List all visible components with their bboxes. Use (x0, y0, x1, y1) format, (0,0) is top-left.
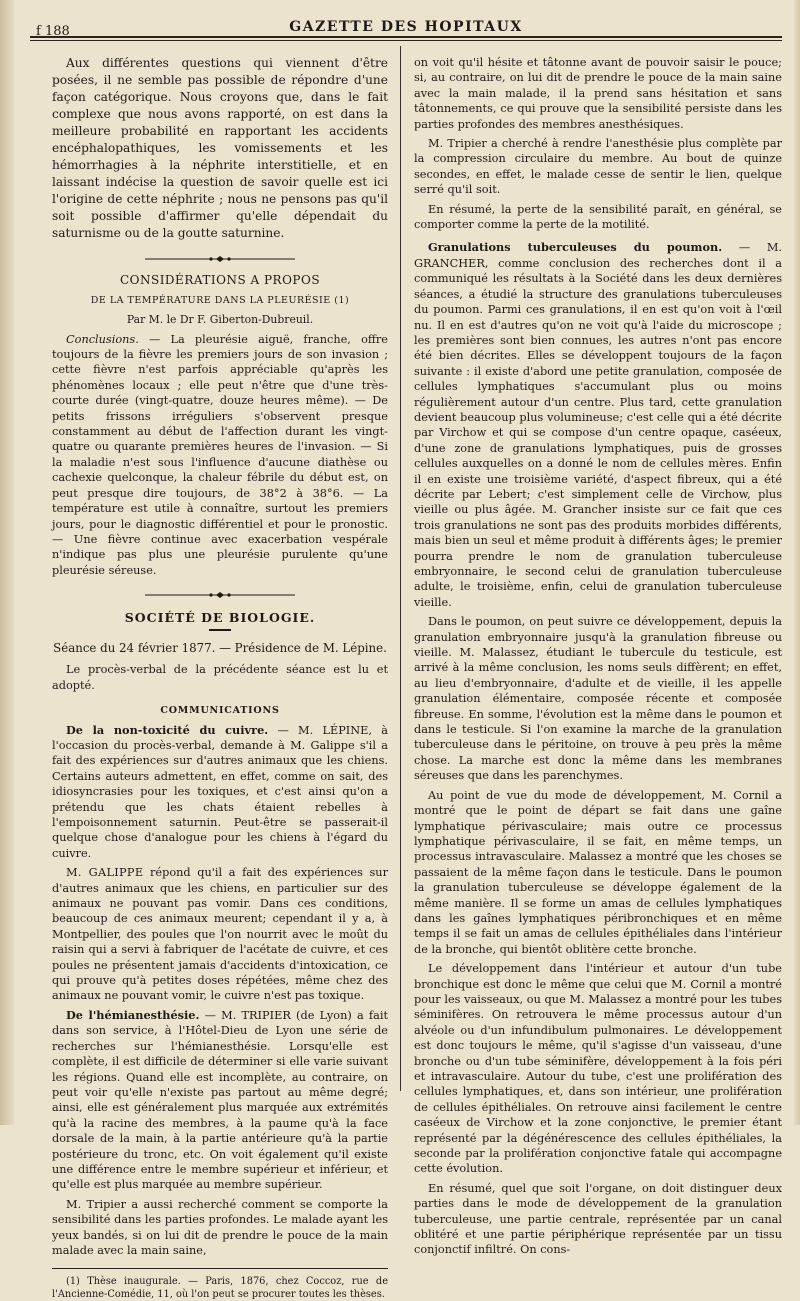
journal-title: GAZETTE DES HOPITAUX (289, 19, 523, 35)
tripier-compression-paragraph: M. Tripier a cherché à rendre l'anesthésie plus complète par la compression circulaire du membre. Au bout de quinze secondes, en effet, le malade cesse de sentir le lien, quelque serré qu'il soit. (414, 137, 782, 197)
right-column (414, 55, 782, 1257)
seance-line: Séance du 24 février 1877. — Présidence de M. Lépine. (53, 640, 387, 655)
section-title-societe: SOCIÉTÉ DE BIOLOGIE. (124, 609, 316, 625)
ornament-rule-icon (145, 591, 295, 599)
footnote: (1) Thèse inaugurale. — Paris, 1876, chez Coccoz, rue de l'Ancienne-Comédie, 11, où l'on peut se procurer toutes les thèses. (52, 1276, 388, 1301)
cuivre-paragraph (52, 723, 388, 862)
continuation-paragraph: on voit qu'il hésite et tâtonne avant de pouvoir saisir le pouce; si, au contraire, on lui dit de prendre le pouce de la main saine avec la main malade, il la prend sans hésitation et sans tâtonnements, ce qui prouve que la sensibilité persiste dans les parties profondes des membres anesthésiques. (414, 56, 782, 131)
granulations-heading: Granulations tuberculeuses du poumon. (428, 240, 723, 255)
conclusions-text: — La pleurésie aiguë, franche, offre toujours de la fièvre les premiers jours de son invasion ; cette fièvre n'est parfois appréciable qu'après les phénomènes locaux ; elle peut n'être que d'une très-courte durée (vingt-quatre, douze heures même). — De petits frissons irréguliers s'observent presque constamment au début de l'affection durant les vingt-quatre ou quarante premières heures de l'invasion. — Si la maladie n'est sous l'influence d'aucune diathèse ou cachexie quelconque, la chaleur fébrile du début est, on peut presque dire toujours, de 38°2 à 38°6. — La température est utile à connaître, surtout les premiers jours, pour le diagnostic différentiel et pour le pronostic. — Une fièvre continue avec exacerbation vespérale n'indique pas plus une pleurésie purulente qu'une pleurésie séreuse. (52, 332, 388, 577)
tube-bronchique-paragraph: Le développement dans l'intérieur et autour d'un tube bronchique est donc le même que celui que M. Cornil a montré pour les vaisseaux, ou que M. Malassez a montré pour les tubes séminifères. On retrouvera le même processus autour d'un alvéole ou d'un infundibulum pulmonaires. Le développement est donc toujours le même, qu'il s'agisse d'un vaisseau, d'une bronche ou d'un tube séminifère, développement à la fois péri et intravasculaire. Autour du tube, c'est une prolifération des cellules lymphatiques, et, dans son intérieur, une prolifération de cellules épithéliales. On retrouve ainsi facilement le centre caséeux de Virchow et la zone conjonctive, le premier étant représenté par la dégénérescence des cellules épithéliales, la seconde par la prolifération conjonctive fatale qui accompagne cette évolution. (414, 962, 782, 1176)
granulations-text: — M. GRANCHER, comme conclusion des recherches dont il a communiqué les résultats à la Société dans les deux dernières séances, a étudié la structure des granulations tuberculeuses du poumon. Parmi ces granulations, il en est qu'on voit à l'œil nu. Il en est d'autres qu'on ne voit qu'à l'aide du microscope ; les premières sont bien connues, les autres n'ont pas encore été bien décrites. Elles se développent toujours de la façon suivante : il existe d'abord une petite granulation, composée de cellules lymphatiques s'accumulant plus ou moins régulièrement autour d'un centre. Plus tard, cette granulation devient beaucoup plus volumineuse; c'est celle qui a été décrite par Virchow et qui se compose d'un centre opaque, caséeux, d'une zone de granulations lymphatiques, puis de grosses cellules auxquelles on a donné le nom de cellules mères. Enfin il en existe une troisième variété, d'aspect fibreux, qui a été décrite par Lebert; c'est simplement celle de Virchow, plus vieille ou plus âgée. M. Grancher insiste sur ce fait que ces trois granulations ne sont pas des produits morbides différents, mais bien un seul et même produit à différents âges; le premier pourra prendre le nom de granulation tuberculeuse embryonnaire, le second celui de granulation tuberculeuse adulte, le troisième, enfin, celui de granulation tuberculeuse vieille. (414, 241, 782, 609)
page-number: f 188 (36, 24, 70, 39)
hemianesthesie-text: — M. TRIPIER (de Lyon) a fait dans son service, à l'Hôtel-Dieu de Lyon une série de recherches sur l'hémianesthésie. Lorsqu'elle est complète, il est difficile de déterminer si elle varie suivant les régions. Quand elle est incomplète, au contraire, on peut voir qu'elle n'existe pas partout au même degré; ainsi, elle est généralement plus marquée aux extrémités qu'à la racine des membres, à la paume qu'à la face dorsale de la main, à la partie antérieure qu'à la partie postérieure du tronc, etc. On voit également qu'il existe une différence entre le membre supérieur et inférieur, et qu'elle est plus marquée au membre supérieur. (52, 1008, 388, 1192)
left-column (52, 55, 388, 1301)
page-binding-edge (0, 0, 14, 1125)
cuivre-text: — M. LÉPINE, à l'occasion du procès-verbal, demande à M. Galippe s'il a fait des expériences sur d'autres animaux que les chiens. Certains auteurs admettent, en effet, comme on sait, des idiosyncrasies pour les toxiques, et c'est ainsi qu'on a prétendu que les chats étaient rebelles à l'empoisonnement saturnin. Peut-être se passerait-il quelque chose d'analogue pour les chiens à l'égard du cuivre. (52, 723, 388, 860)
footnote-rule (52, 1268, 388, 1269)
ornament-divider-2 (52, 588, 388, 603)
galippe-paragraph (52, 865, 388, 1004)
ornament-rule-icon (145, 255, 295, 263)
conclusions-label: Conclusions. (66, 332, 139, 346)
hemianesthesie-paragraph (52, 1008, 388, 1193)
resume-sensibilite-paragraph: En résumé, la perte de la sensibilité paraît, en général, se comporter comme la perte de la motilité. (414, 202, 782, 232)
section-title-considerations: CONSIDÉRATIONS A PROPOS (119, 273, 321, 288)
page-right-edge (794, 0, 800, 1125)
conclusions-paragraph (52, 332, 388, 579)
intro-paragraph: Aux différentes questions qui viennent d'être posées, il ne semble pas possible de répondre d'une façon catégorique. Nous croyons que, dans le fait complexe que nous avons rapporté, on est dans la meilleure probabilité en rapportant les accidents encéphalopathiques, les vomissements et les hémorrhagies à la néphrite interstitielle, et en laissant indécise la question de savoir quelle est ici l'origine de cette néphrite ; nous ne pensons pas qu'il soit possible d'affirmer qu'elle dépendait du saturnisme ou de la goutte saturnine. (52, 56, 388, 240)
ornament-divider (52, 252, 388, 267)
tripier-paragraph: M. Tripier a aussi recherché comment se comporte la sensibilité dans les parties profondes. Le malade ayant les yeux bandés, si on lui dit de prendre le pouce de la main malade avec la main saine, (52, 1197, 388, 1257)
galippe-name: M. GALIPPE (66, 866, 144, 880)
header-rule-thin (30, 40, 782, 41)
proces-verbal-line: Le procès-verbal de la précédente séance est lu et adopté. (52, 663, 388, 692)
hemianesthesie-heading: De l'hémianesthésie. (66, 1007, 200, 1022)
developpement-paragraph: Au point de vue du mode de développement, M. Cornil a montré que le point de départ se fait dans une gaîne lymphatique périvasculaire; mais outre ce processus lymphatique périvasculaire, il se fait, en même temps, un processus intravasculaire. Malassez a montré que les choses se passaient de la même façon dans le testicule. Dans le poumon la granulation tuberculeuse se développe également de la même manière. Il se forme un amas de cellules lymphatiques dans les gaînes lymphatiques péribronchiques et en même temps il se fait un amas de cellules épithéliales dans l'intérieur de la bronche, qui bientôt oblitère cette bronche. (414, 788, 782, 956)
resume-granulation-paragraph: En résumé, quel que soit l'organe, on doit distinguer deux parties dans le mode de développement de la granulation tuberculeuse, une partie centrale, représentée par un canal oblitéré et une partie périphérique représentée par un tissu conjonctif infiltré. On cons- (414, 1181, 782, 1257)
galippe-text: répond qu'il a fait des expériences sur d'autres animaux que les chiens, en particulier sur des animaux ne pouvant pas vomir. Dans ces conditions, beaucoup de ces animaux meurent; cependant il y a, à Montpellier, des poules que l'on nourrit avec le moût du raisin qui a servi à fabriquer de l'acétate de cuivre, et ces poules ne présentent jamais d'accidents d'intoxication, ce qui prouve qu'à petites doses répétées, même chez des animaux ne pouvant vomir, le cuivre n'est pas toxique. (52, 866, 388, 1003)
page-header (30, 16, 782, 42)
poumon-paragraph: Dans le poumon, on peut suivre ce développement, depuis la granulation embryonnaire jusqu'à la granulation fibreuse ou vieille. M. Malassez, étudiant le tubercule du testicule, est arrivé à la même conclusion, les noms seuls diffèrent; en effet, au lieu d'embryonnaire, d'adulte et de vieille, il les appelle granulation élémentaire, composée récente et composée fibreuse. En somme, l'évolution est la même dans le poumon et dans le testicule. Si l'on examine la marche de la granulation tuberculeuse dans le péritoine, on trouve à peu près la même chose. La marche est donc la même dans les membranes séreuses que dans les parenchymes. (414, 615, 782, 783)
column-divider (400, 46, 401, 1091)
granulations-paragraph (414, 240, 782, 610)
header-rule (30, 36, 782, 38)
article-author: Par M. le Dr F. Giberton-Dubreuil. (126, 313, 314, 327)
cuivre-heading: De la non-toxicité du cuivre. (66, 722, 269, 737)
short-rule (209, 629, 231, 631)
communications-heading: COMMUNICATIONS (160, 705, 280, 717)
section-subtitle-temperature: DE LA TEMPÉRATURE DANS LA PLEURÉSIE (1) (90, 294, 350, 306)
